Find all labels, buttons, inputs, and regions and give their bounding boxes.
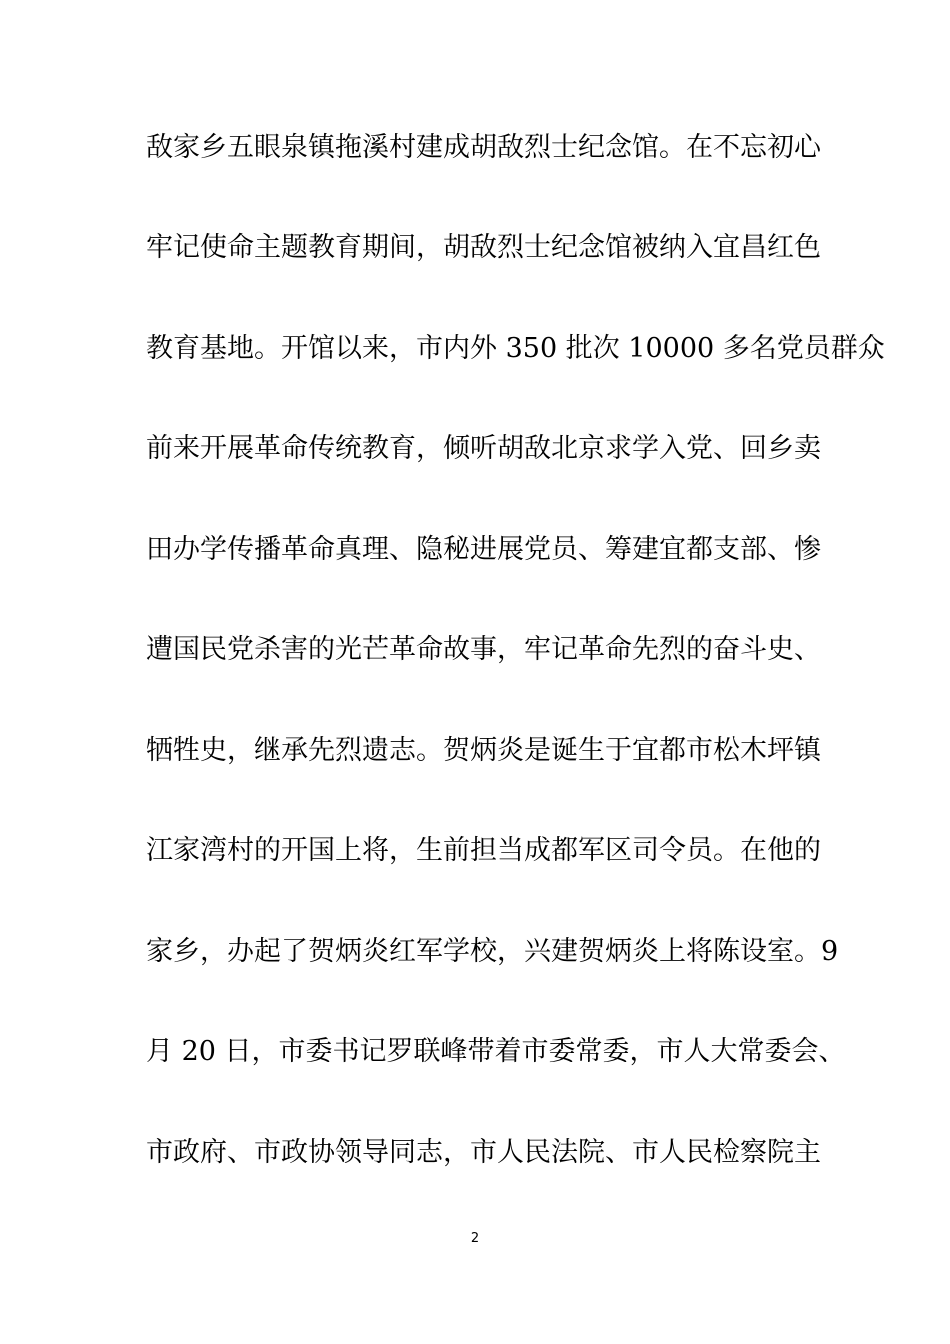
body-text-line: 月 20 日，市委书记罗联峰带着市委常委，市人大常委会、: [146, 1036, 846, 1067]
body-text-line: 江家湾村的开国上将，生前担当成都军区司令员。在他的: [146, 835, 821, 866]
body-text-line: 田办学传播革命真理、隐秘进展党员、筹建宜都支部、惨: [146, 534, 821, 565]
body-text-line: 牺牲史，继承先烈遗志。贺炳炎是诞生于宜都市松木坪镇: [146, 735, 821, 766]
body-text-line: 家乡，办起了贺炳炎红军学校，兴建贺炳炎上将陈设室。9: [146, 936, 839, 967]
body-text-line: 敌家乡五眼泉镇拖溪村建成胡敌烈士纪念馆。在不忘初心: [146, 132, 821, 163]
page-number: 2: [470, 1231, 480, 1246]
body-text-line: 教育基地。开馆以来，市内外 350 批次 10000 多名党员群众: [146, 333, 885, 364]
body-text-line: 市政府、市政协领导同志，市人民法院、市人民检察院主: [146, 1137, 821, 1168]
body-text-line: 遭国民党杀害的光芒革命故事，牢记革命先烈的奋斗史、: [146, 634, 821, 665]
body-text-line: 牢记使命主题教育期间，胡敌烈士纪念馆被纳入宜昌红色: [146, 232, 821, 263]
body-text-line: 前来开展革命传统教育，倾听胡敌北京求学入党、回乡卖: [146, 433, 821, 464]
